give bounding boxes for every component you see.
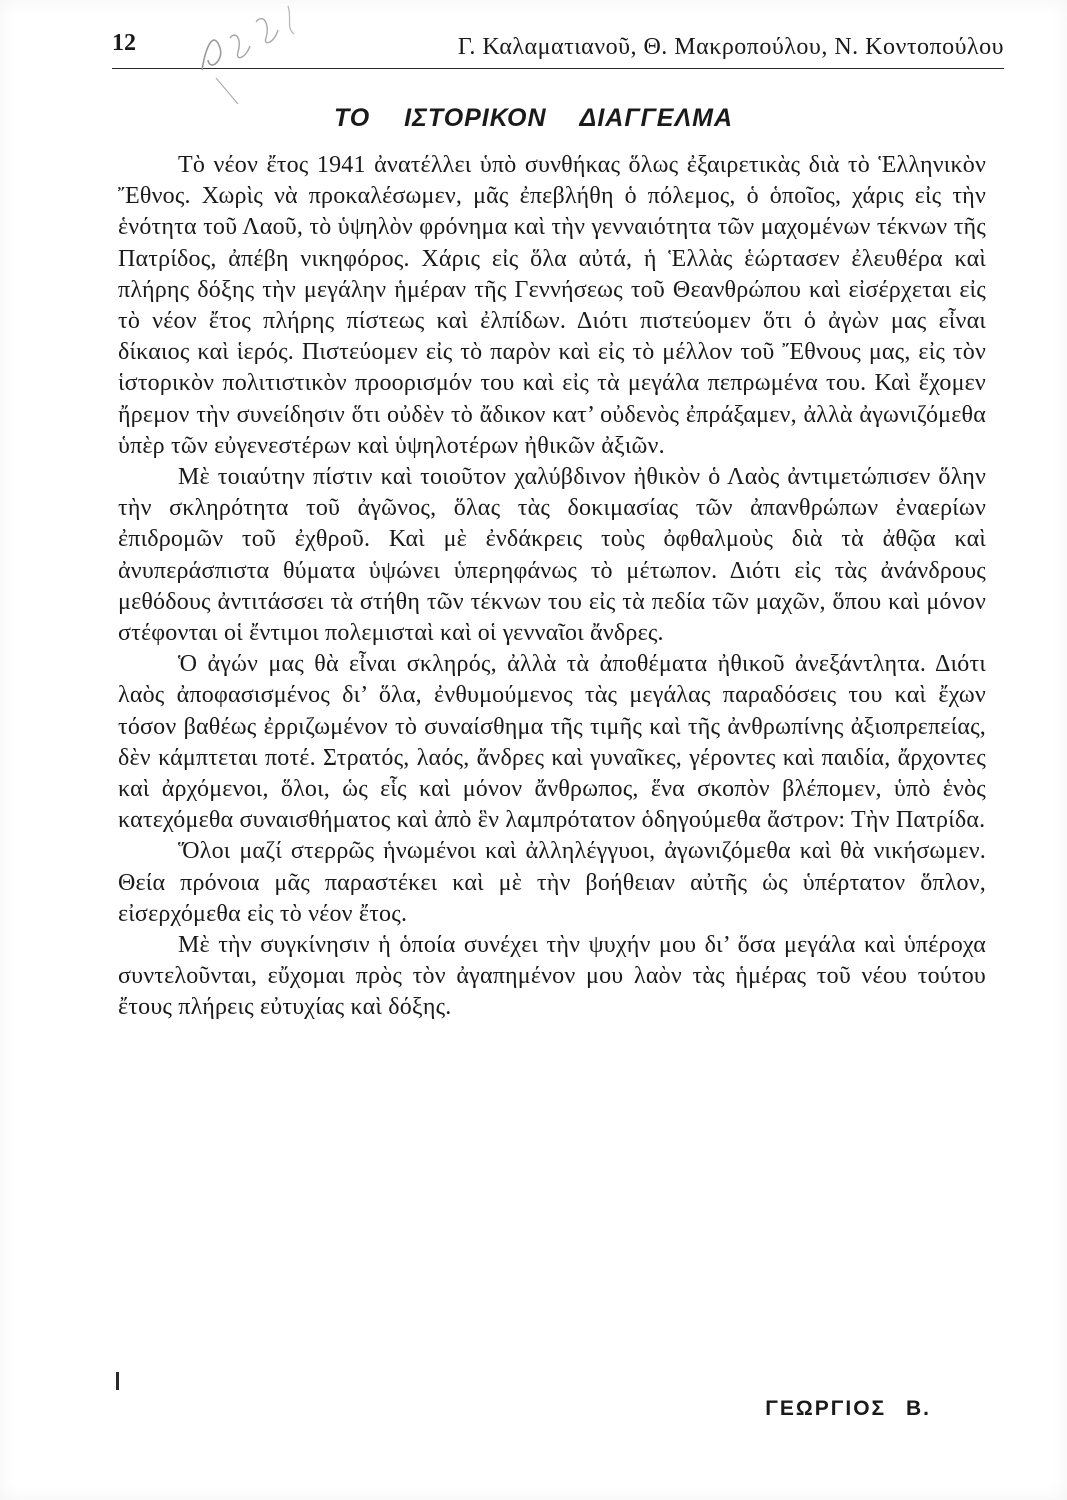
margin-mark — [116, 1372, 119, 1390]
body-text — [118, 150, 986, 1024]
running-header-authors: Γ. Καλαματιανοῦ, Θ. Μακροπούλου, Ν. Κοντοπούλου — [457, 34, 1004, 60]
paragraph-3: Ὁ ἀγών μας θὰ εἶναι σκληρός, ἀλλὰ τὰ ἀποθέματα ἠθικοῦ ἀνεξάντλητα. Διότι λαὸς ἀποφασισμένος δι’ ὅλα, ἐνθυμούμενος τὰς μεγάλας παραδόσεις του καὶ ἔχων τόσον βαθέως ἐρριζωμένον τὸ συναίσθημα τῆς τιμῆς καὶ τῆς ἀνθρωπίνης ἀξιοπρεπείας, δὲν κάμπτεται ποτέ. Στρατός, λαός, ἄνδρες καὶ γυναῖκες, γέροντες καὶ παιδία, ἄρχοντες καὶ ἀρχόμενοι, ὅλοι, ὡς εἷς καὶ μόνον ἄνθρωπος, ἕνα σκοπὸν βλέπομεν, ὑπὸ ἑνὸς κατεχόμεθα συναισθήματος καὶ ἀπὸ ἓν λαμπρότατον ὁδηγούμεθα ἄστρον: Τὴν Πατρίδα. — [118, 651, 986, 834]
page-number: 12 — [112, 30, 136, 56]
signature: ΓΕΩΡΓΙΟΣ Β. — [765, 1397, 931, 1420]
paragraph-1: Τὸ νέον ἔτος 1941 ἀνατέλλει ὑπὸ συνθήκας ὅλως ἐξαιρετικὰς διὰ τὸ Ἑλληνικὸν Ἔθνος. Χωρὶς νὰ προκαλέσωμεν, μᾶς ἐπεβλήθη ὁ πόλεμος, ὁ ὁποῖος, χάρις εἰς τὴν ἑνότητα τοῦ Λαοῦ, τὸ ὑψηλὸν φρόνημα καὶ τὴν γενναιότητα τῶν μαχομένων τέκνων τῆς Πατρίδος, ἀπέβη νικηφόρος. Χάρις εἰς ὅλα αὐτά, ἡ Ἑλλὰς ἑώρτασεν ἐλευθέρα καὶ πλήρης δόξης τὴν μεγάλην ἡμέραν τῆς Γεννήσεως τοῦ Θεανθρώπου καὶ εἰσέρχεται εἰς τὸ νέον ἔτος πλήρης πίστεως καὶ ἐλπίδων. Διότι πιστεύομεν ὅτι ὁ ἀγὼν μας εἶναι δίκαιος καὶ ἱερός. Πιστεύομεν εἰς τὸ παρὸν καὶ εἰς τὸ μέλλον τοῦ Ἔθνους μας, εἰς τὸν ἱστορικὸν πολιτιστικὸν προορισμόν του καὶ εἰς τὰ μεγάλα πεπρωμένα του. Καὶ ἔχομεν ἤρεμον τὴν συνείδησιν ὅτι οὐδὲν τὸ ἄδικον κατ’ οὐδενὸς ἐπράξαμεν, ἀλλὰ ἀγωνιζόμεθα ὑπὲρ τῶν εὐγενεστέρων καὶ ὑψηλοτέρων ἠθικῶν ἀξιῶν. — [118, 152, 986, 459]
paragraph-2: Μὲ τοιαύτην πίστιν καὶ τοιοῦτον χαλύβδινον ἠθικὸν ὁ Λαὸς ἀντιμετώπισεν ὅλην τὴν σκληρότητα τοῦ ἀγῶνος, ὅλας τὰς δοκιμασίας τῶν ἀπανθρώπων ἐναερίων ἐπιδρομῶν τοῦ ἐχθροῦ. Καὶ μὲ ἐνδάκρεις τοὺς ὀφθαλμοὺς διὰ τὰ ἀθῷα καὶ ἀνυπεράσπιστα θύματα ὑψώνει ὑπερηφάνως τὸ μέτωπον. Διότι εἰς τὰς ἀνάνδρους μεθόδους ἀντιτάσσει τὰ στήθη τῶν τέκνων του εἰς τὰ πεδία τῶν μαχῶν, ὅπου καὶ μόνον στέφονται οἱ ἔντιμοι πολεμισταὶ καὶ οἱ γενναῖοι ἄνδρες. — [118, 464, 986, 647]
paragraph-5: Μὲ τὴν συγκίνησιν ἡ ὁποία συνέχει τὴν ψυχήν μου δι’ ὅσα μεγάλα καὶ ὑπέροχα συντελοῦνται, εὔχομαι πρὸς τὸν ἀγαπημένον μου λαὸν τὰς ἡμέρας τοῦ νέου τούτου ἔτους πλήρεις εὐτυχίας καὶ δόξης. — [118, 932, 986, 1021]
paragraph-4: Ὅλοι μαζί στερρῶς ἡνωμένοι καὶ ἀλληλέγγυοι, ἀγωνιζόμεθα καὶ θὰ νικήσωμεν. Θεία πρόνοια μᾶς παραστέκει καὶ μὲ τὴν βοήθειαν αὐτῆς ὡς ὑπέρτατον ὅπλον, εἰσερχόμεθα εἰς τὸ νέον ἔτος. — [118, 838, 986, 927]
handwritten-scribble — [180, 0, 320, 110]
document-title: ΤΟ ΙΣΤΟΡΙΚΟΝ ΔΙΑΓΓΕΛΜΑ — [333, 104, 734, 132]
